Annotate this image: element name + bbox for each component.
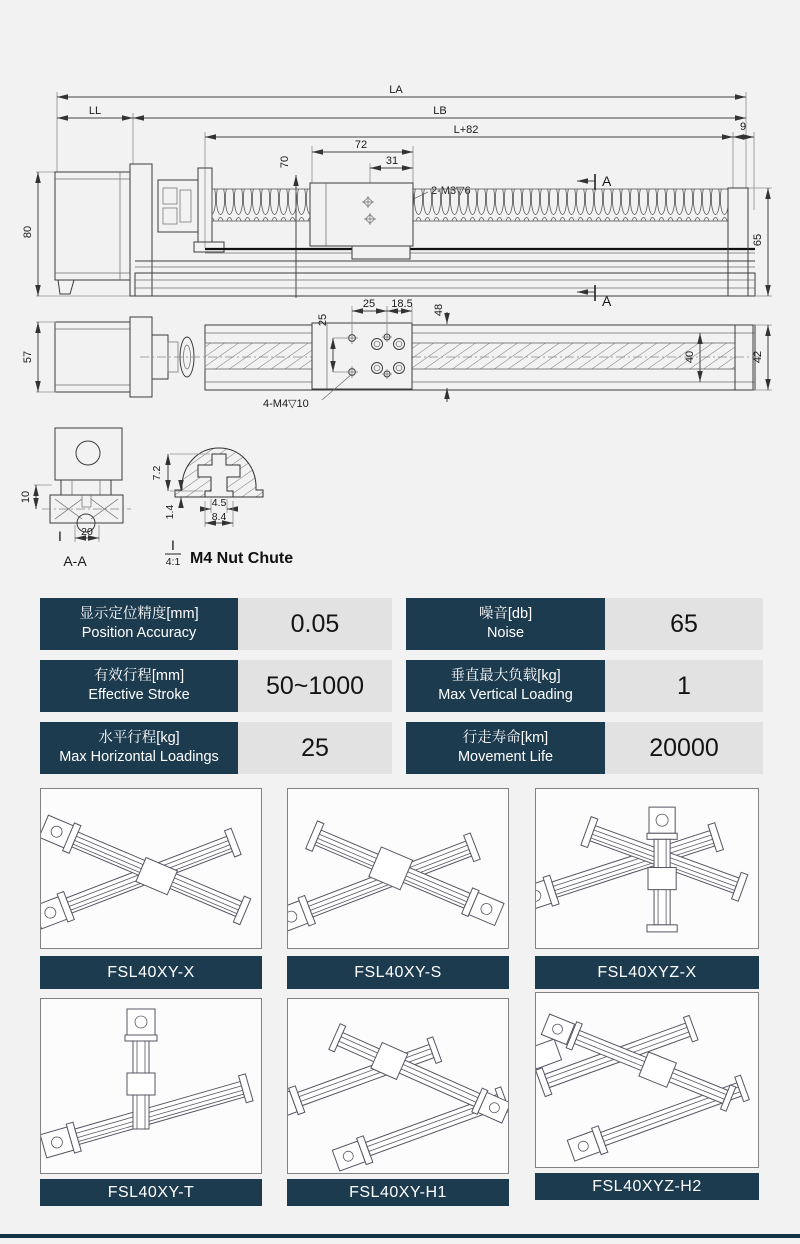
dim-25v: 25: [317, 313, 329, 327]
product-label-fsl40xy-t[interactable]: FSL40XY-T: [40, 1179, 262, 1206]
nut-chute-drawing: [151, 448, 293, 568]
dim-48: 48: [433, 303, 445, 317]
product-label-fsl40xy-h1[interactable]: FSL40XY-H1: [287, 1179, 509, 1206]
spec-value-effective-stroke: 50~1000: [238, 660, 392, 712]
product-card-fsl40xy-s[interactable]: [287, 788, 509, 949]
dim-31: 31: [385, 155, 399, 167]
dim-72: 72: [354, 139, 368, 151]
product-illustration-fsl40xyz-h2: [536, 993, 758, 1167]
dim-L82: L+82: [453, 124, 479, 136]
product-label-fsl40xy-x[interactable]: FSL40XY-X: [40, 956, 262, 989]
product-card-fsl40xyz-h2[interactable]: [535, 992, 759, 1168]
dim-LL: LL: [88, 105, 102, 117]
dim-185: 18.5: [391, 298, 413, 310]
product-illustration-fsl40xyz-x: [536, 789, 758, 948]
product-card-fsl40xyz-x[interactable]: [535, 788, 759, 949]
product-illustration-fsl40xy-s: [288, 789, 508, 948]
scale-denominator: 4:1: [165, 556, 181, 568]
spec-value-movement-life: 20000: [605, 722, 763, 774]
scale-numerator: I: [171, 537, 175, 553]
dim-40: 40: [684, 350, 696, 364]
dim-LA: LA: [389, 84, 403, 96]
dim-14-chute: 1.4: [164, 504, 176, 520]
section-mark-upper: [577, 173, 612, 190]
dim-10-section: 10: [20, 490, 32, 504]
spec-label-movement-life: 行走寿命[km] Movement Life: [406, 722, 605, 774]
dim-70: 70: [279, 155, 291, 169]
spec-value-max-horizontal-loadings: 25: [238, 722, 392, 774]
product-card-fsl40xy-x[interactable]: [40, 788, 262, 949]
product-illustration-fsl40xy-h1: [288, 999, 508, 1173]
dim-20: 20: [81, 526, 93, 538]
callout-4M4: 4-M4▽10: [263, 398, 309, 410]
dim-57: 57: [22, 350, 34, 364]
spec-label-effective-stroke: 有效行程[mm] Effective Stroke: [40, 660, 238, 712]
nut-chute-title: M4 Nut Chute: [190, 550, 294, 567]
dim-LB: LB: [433, 105, 447, 117]
svg-text:A: A: [602, 173, 612, 189]
dim-9: 9: [739, 121, 747, 133]
dim-45-chute: 4.5: [211, 497, 227, 509]
section-label: A-A: [63, 553, 87, 569]
dim-72-chute: 7.2: [151, 465, 163, 481]
product-card-fsl40xy-t[interactable]: [40, 998, 262, 1174]
product-label-fsl40xyz-x[interactable]: FSL40XYZ-X: [535, 956, 759, 989]
spec-value-max-vertical-loading: 1: [605, 660, 763, 712]
detail-mark-I: I: [58, 528, 62, 544]
section-aa-drawing: [20, 428, 131, 569]
spec-label-position-accuracy: 显示定位精度[mm] Position Accuracy: [40, 598, 238, 650]
svg-text:A: A: [602, 293, 612, 309]
product-illustration-fsl40xy-t: [41, 999, 261, 1173]
bottom-divider-bar: [0, 1234, 800, 1238]
dim-84-chute: 8.4: [211, 511, 227, 523]
side-view-drawing: [22, 84, 772, 309]
top-view-drawing: [22, 298, 772, 410]
section-chambers: [55, 495, 118, 519]
dim-25h: 25: [362, 298, 376, 310]
spec-value-noise: 65: [605, 598, 763, 650]
technical-drawing: [0, 80, 800, 580]
dim-65: 65: [752, 233, 764, 247]
spec-label-max-vertical-loading: 垂直最大负载[kg] Max Vertical Loading: [406, 660, 605, 712]
product-illustration-fsl40xy-x: [41, 789, 261, 948]
section-mark-lower: [577, 285, 612, 309]
product-label-fsl40xyz-h2[interactable]: FSL40XYZ-H2: [535, 1173, 759, 1200]
dim-42: 42: [752, 350, 764, 364]
spec-label-noise: 噪音[db] Noise: [406, 598, 605, 650]
spec-value-position-accuracy: 0.05: [238, 598, 392, 650]
spec-label-max-horizontal-loadings: 水平行程[kg] Max Horizontal Loadings: [40, 722, 238, 774]
dim-80: 80: [22, 225, 34, 239]
spec-table: [40, 598, 763, 774]
product-label-fsl40xy-s[interactable]: FSL40XY-S: [287, 956, 509, 989]
product-card-fsl40xy-h1[interactable]: [287, 998, 509, 1174]
